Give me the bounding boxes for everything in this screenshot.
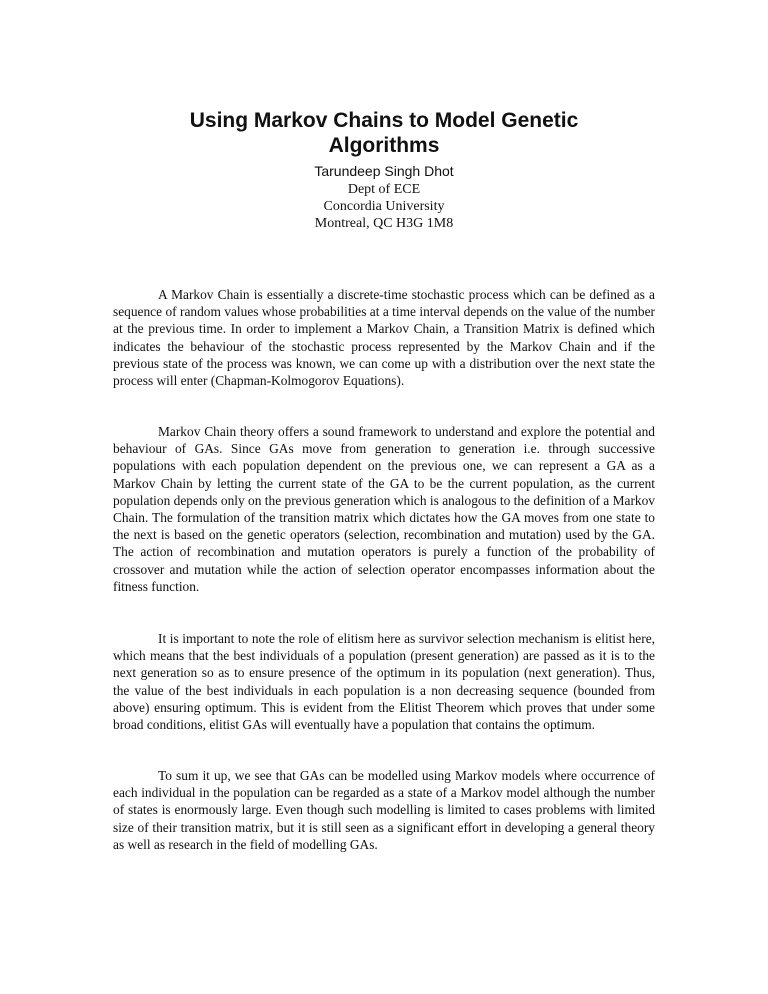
body-paragraph-markov-chain-theory: Markov Chain theory offers a sound framework to understand and explore the potential and behaviour of GAs. Since GAs move from generation to generation i.e. through successive populations with each population dependent on the previous one, we can represent a GA as a Markov Chain by letting the current state of the GA to be the current population, as the current population depends only on the previous generation which is analogous to the definition of a Markov Chain. The formulation of the transition matrix which dictates how the GA moves from one state to the next is based on the genetic operators (selection, recombination and mutation) used by the GA. The action of recombination and mutation operators is purely a function of the probability of crossover and mutation while the action of selection operator encompasses information about the fitness function. [113,424,655,594]
affiliation-university: Concordia University [323,199,445,214]
body-paragraph-summary: To sum it up, we see that GAs can be modelled using Markov models where occurrence of each individual in the population can be regarded as a state of a Markov model although the number of states is enormously large. Even though such modelling is limited to cases problems with limited size of their transition matrix, but it is still seen as a significant effort in developing a general theory as well as research in the field of modelling GAs. [113,768,655,852]
affiliation-address: Montreal, QC H3G 1M8 [314,216,454,231]
body-paragraph-markov-chain-definition: A Markov Chain is essentially a discrete-time stochastic process which can be defined as a sequence of random values whose probabilities at a time interval depends on the value of the number at the previous time. In order to implement a Markov Chain, a Transition Matrix is defined which indicates the behaviour of the stochastic process represented by the Markov Chain and if the previous state of the process was known, we can come up with a distribution over the next state the process will enter (Chapman-Kolmogorov Equations). [113,287,655,389]
author-name: Tarundeep Singh Dhot [314,163,454,179]
affiliation-department: Dept of ECE [347,182,421,197]
paper-title: Using Markov Chains to Model Genetic Algorithms [189,109,579,157]
body-paragraph-elitism: It is important to note the role of elitism here as survivor selection mechanism is elitist here, which means that the best individuals of a population (present generation) are passed as it is to the next generation so as to ensure presence of the optimum in its population (next generation). Thus, the value of the best individuals in each population is a non decreasing sequence (bounded from above) ensuring optimum. This is evident from the Elitist Theorem which proves that under some broad conditions, elitist GAs will eventually have a population that contains the optimum. [113,631,655,733]
